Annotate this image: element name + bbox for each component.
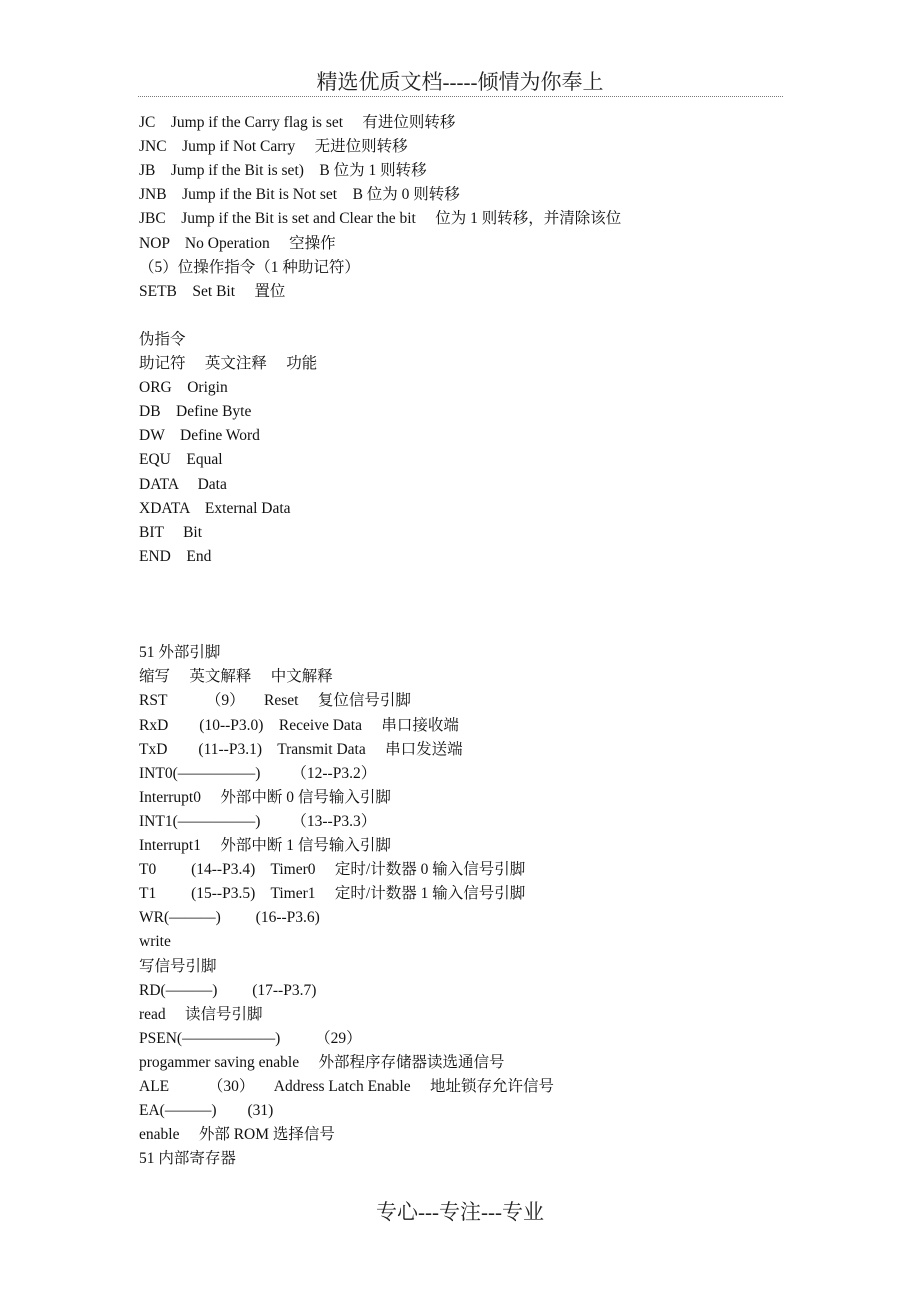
text-line: INT0(—————) （12--P3.2） (139, 764, 377, 782)
text-line: DB Define Byte (139, 403, 252, 421)
text-line: EA(———) (31) (139, 1102, 274, 1120)
text-line: T0 (14--P3.4) Timer0 定时/计数器 0 输入信号引脚 (139, 861, 526, 879)
text-line: read 读信号引脚 (139, 1005, 263, 1023)
text-line: PSEN(——————) （29） (139, 1029, 362, 1047)
text-line: write (139, 933, 171, 951)
text-line: DW Define Word (139, 427, 260, 445)
text-line: NOP No Operation 空操作 (139, 234, 336, 252)
text-line: （5）位操作指令（1 种助记符） (139, 258, 360, 276)
text-line: END End (139, 547, 212, 565)
text-line: SETB Set Bit 置位 (139, 282, 286, 300)
text-line: DATA Data (139, 475, 227, 493)
text-line: JB Jump if the Bit is set) B 位为 1 则转移 (139, 162, 427, 180)
text-line: progammer saving enable 外部程序存储器读选通信号 (139, 1053, 505, 1071)
text-line: RxD (10--P3.0) Receive Data 串口接收端 (139, 716, 459, 734)
text-line: T1 (15--P3.5) Timer1 定时/计数器 1 输入信号引脚 (139, 885, 526, 903)
text-line: 助记符 英文注释 功能 (139, 355, 318, 372)
text-line: JNC Jump if Not Carry 无进位则转移 (139, 138, 408, 156)
text-line: 51 内部寄存器 (139, 1150, 236, 1168)
page-footer: 专心---专注---专业 (376, 1200, 544, 1224)
text-line: 缩写 英文解释 中文解释 (139, 668, 333, 686)
header-rule (138, 96, 783, 97)
text-line: Interrupt0 外部中断 0 信号输入引脚 (139, 788, 391, 806)
text-line: 写信号引脚 (139, 957, 217, 975)
text-line: enable 外部 ROM 选择信号 (139, 1126, 335, 1144)
text-line: BIT Bit (139, 523, 203, 541)
text-line: Interrupt1 外部中断 1 信号输入引脚 (139, 837, 391, 854)
text-line: RST （9） Reset 复位信号引脚 (139, 692, 411, 710)
page-header: 精选优质文档-----倾情为你奉上 (316, 70, 604, 94)
text-line: JBC Jump if the Bit is set and Clear the bit 位为 1 则转移，并清除该位 (139, 210, 622, 228)
text-line: JNB Jump if the Bit is Not set B 位为 0 则转移 (139, 186, 460, 204)
text-line: JC Jump if the Carry flag is set 有进位则转移 (139, 114, 456, 131)
text-line: ORG Origin (139, 379, 228, 397)
text-line: TxD (11--P3.1) Transmit Data 串口发送端 (139, 740, 463, 758)
text-line: WR(———) (16--P3.6) (139, 909, 320, 927)
text-line: 51 外部引脚 (139, 644, 221, 662)
text-line: ALE （30） Address Latch Enable 地址锁存允许信号 (139, 1078, 554, 1095)
text-line: RD(———) (17--P3.7) (139, 981, 317, 999)
text-line: 伪指令 (139, 330, 186, 348)
text-line: EQU Equal (139, 451, 223, 469)
text-line: XDATA External Data (139, 499, 291, 517)
text-line: INT1(—————) （13--P3.3） (139, 812, 377, 830)
